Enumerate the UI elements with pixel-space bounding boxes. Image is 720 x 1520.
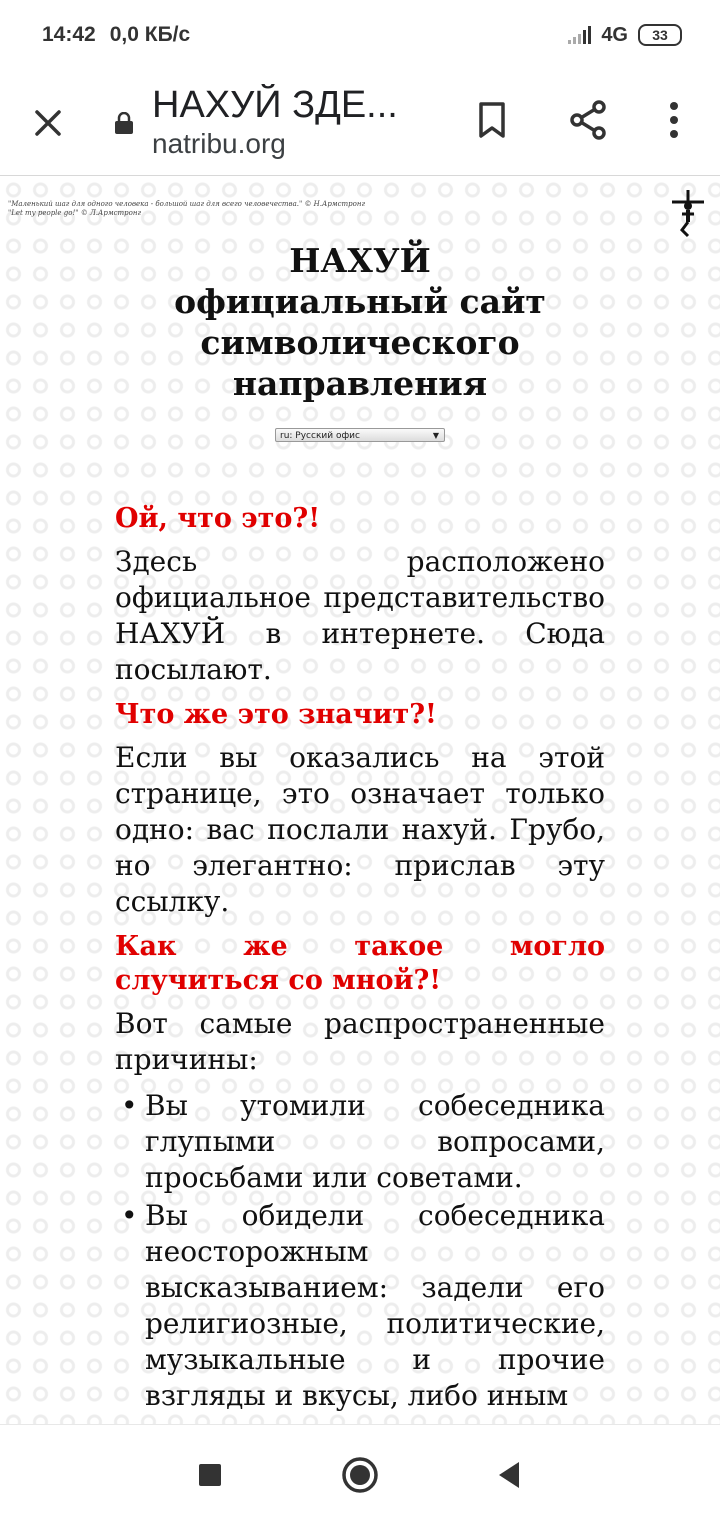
web-page[interactable] xyxy=(0,176,720,1424)
share-icon[interactable] xyxy=(566,98,610,142)
close-icon[interactable] xyxy=(28,103,68,143)
site-title-line-3: символического xyxy=(200,323,520,362)
browser-toolbar xyxy=(0,70,720,176)
status-bar xyxy=(0,0,720,70)
section-heading: Как же такое могло случиться со мной?! xyxy=(115,931,605,996)
quote-armstrong-1: "Маленький шаг для одного человека - большой шаг для всего человечества." © Н.Армстронг xyxy=(8,200,365,208)
section-text: Если вы оказались на этой странице, это означает только одно: вас послали нахуй. Грубо, но элегантно: прислав эту ссылку. xyxy=(115,741,605,918)
status-speed: 0,0 КБ/с xyxy=(109,23,191,46)
section-text: Здесь расположено официальное представительство НАХУЙ в интернете. Сюда посылают. xyxy=(115,545,605,686)
bookmark-icon[interactable] xyxy=(470,98,514,142)
language-select-value: ru: Русский офис xyxy=(280,431,360,441)
signal-icon xyxy=(568,26,591,44)
site-title xyxy=(140,240,580,404)
list-item: • Вы утомили собеседника глупыми вопросами, просьбами или советами. xyxy=(115,1088,605,1196)
battery-indicator: 33 xyxy=(638,24,682,46)
status-left xyxy=(42,23,190,47)
section-heading: Что же это значит?! xyxy=(115,699,437,730)
language-select[interactable] xyxy=(275,428,445,442)
section-heading: Ой, что это?! xyxy=(115,503,321,534)
site-title-line-1: НАХУЙ xyxy=(289,241,431,280)
url-text[interactable]: natribu.org xyxy=(152,128,286,159)
home-icon[interactable] xyxy=(340,1455,380,1495)
more-vert-icon[interactable] xyxy=(652,98,696,142)
section-text: Вот самые распространенные причины: xyxy=(115,1007,605,1076)
site-title-line-2: официальный сайт xyxy=(174,282,546,321)
status-time: 14:42 xyxy=(42,23,96,46)
recent-apps-icon[interactable] xyxy=(190,1455,230,1495)
reasons-list xyxy=(115,1088,605,1414)
site-title-line-4: направления xyxy=(232,364,488,403)
hanging-figure-icon xyxy=(668,186,708,238)
article xyxy=(115,502,605,1416)
navigation-bar xyxy=(0,1424,720,1520)
dropdown-arrow-icon: ▼ xyxy=(432,431,439,440)
quote-armstrong-2: "Let my people go!" © Л.Армстронг xyxy=(8,209,142,217)
list-item: • Вы обидели собеседника неосторожным высказыванием: задели его религиозные, политические, музыкальные и прочие взгляды и вкусы, либо иным xyxy=(115,1198,605,1414)
back-icon[interactable] xyxy=(490,1455,530,1495)
network-type: 4G xyxy=(601,23,628,46)
page-title[interactable]: НАХУЙ ЗДЕ... xyxy=(152,84,398,126)
status-right xyxy=(568,24,682,47)
lock-icon xyxy=(114,112,134,134)
